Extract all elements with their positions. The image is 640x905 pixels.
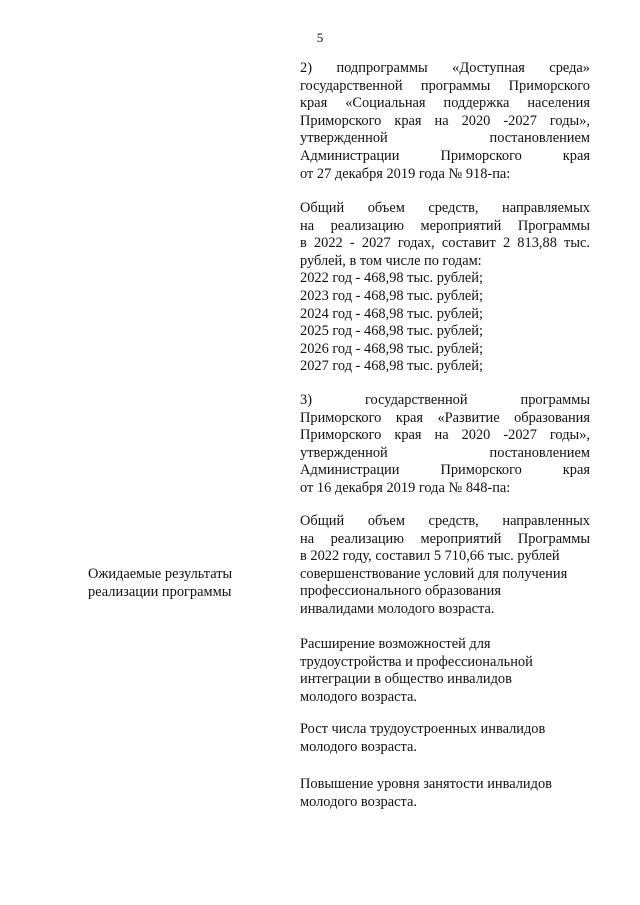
text-line: Приморского края «Развитие образования [300, 409, 590, 426]
text-line: Администрации Приморского края [300, 147, 590, 164]
text-line: трудоустройства и профессиональной [300, 653, 533, 670]
text-line: Приморского края на 2020 -2027 годы», [300, 112, 590, 129]
page-number: 5 [316, 30, 324, 45]
text-block [300, 776, 590, 811]
text-block [300, 721, 590, 756]
text-block [300, 60, 590, 183]
text-line: 2022 год - 468,98 тыс. рублей; [300, 270, 483, 287]
text-block [300, 200, 590, 376]
text-line: утвержденной постановлением [300, 444, 590, 461]
text-line: 2025 год - 468,98 тыс. рублей; [300, 323, 483, 340]
text-line: 3) государственной программы [300, 392, 590, 408]
text-line: в 2022 году, составил 5 710,66 тыс. рублей [300, 548, 560, 565]
text-line: от 27 декабря 2019 года № 918-па: [300, 165, 511, 182]
text-line: края «Социальная поддержка населения [300, 95, 590, 112]
text-line: профессионального образования [300, 583, 501, 600]
text-line: молодого возраста. [300, 793, 417, 810]
text-line: Общий объем средств, направляемых [300, 200, 590, 216]
text-line: Повышение уровня занятости инвалидов [300, 776, 552, 792]
text-line: 2024 год - 468,98 тыс. рублей; [300, 305, 483, 322]
text-line: от 16 декабря 2019 года № 848-па: [300, 479, 511, 496]
text-line: интеграции в общество инвалидов [300, 671, 512, 688]
text-line: Расширение возможностей для [300, 636, 491, 652]
text-line: молодого возраста. [300, 738, 417, 755]
text-line: Рост числа трудоустроенных инвалидов [300, 721, 546, 737]
text-line: Приморского края на 2020 -2027 годы», [300, 427, 590, 444]
text-line: Администрации Приморского края [300, 462, 590, 479]
text-line: 2) подпрограммы «Доступная среда» [300, 60, 590, 76]
row-label-line: реализации программы [88, 583, 232, 600]
row-label-line: Ожидаемые результаты [88, 566, 233, 582]
text-line: инвалидами молодого возраста. [300, 600, 495, 617]
row-label-expected-results [88, 566, 278, 601]
text-line: 2027 год - 468,98 тыс. рублей; [300, 358, 483, 375]
text-line: 2023 год - 468,98 тыс. рублей; [300, 287, 483, 304]
text-line: 2026 год - 468,98 тыс. рублей; [300, 340, 483, 357]
text-line: в 2022 - 2027 годах, составит 2 813,88 тыс. [300, 235, 590, 252]
text-line: на реализацию мероприятий Программы [300, 530, 590, 547]
text-block [300, 392, 590, 498]
text-line: рублей, в том числе по годам: [300, 252, 482, 269]
text-line: государственной программы Приморского [300, 77, 590, 94]
text-line: на реализацию мероприятий Программы [300, 217, 590, 234]
text-line: совершенствование условий для получения [300, 565, 568, 582]
text-block [300, 513, 590, 619]
text-line: утвержденной постановлением [300, 130, 590, 147]
text-line: молодого возраста. [300, 688, 417, 705]
text-line: Общий объем средств, направленных [300, 513, 590, 529]
text-block [300, 636, 590, 706]
